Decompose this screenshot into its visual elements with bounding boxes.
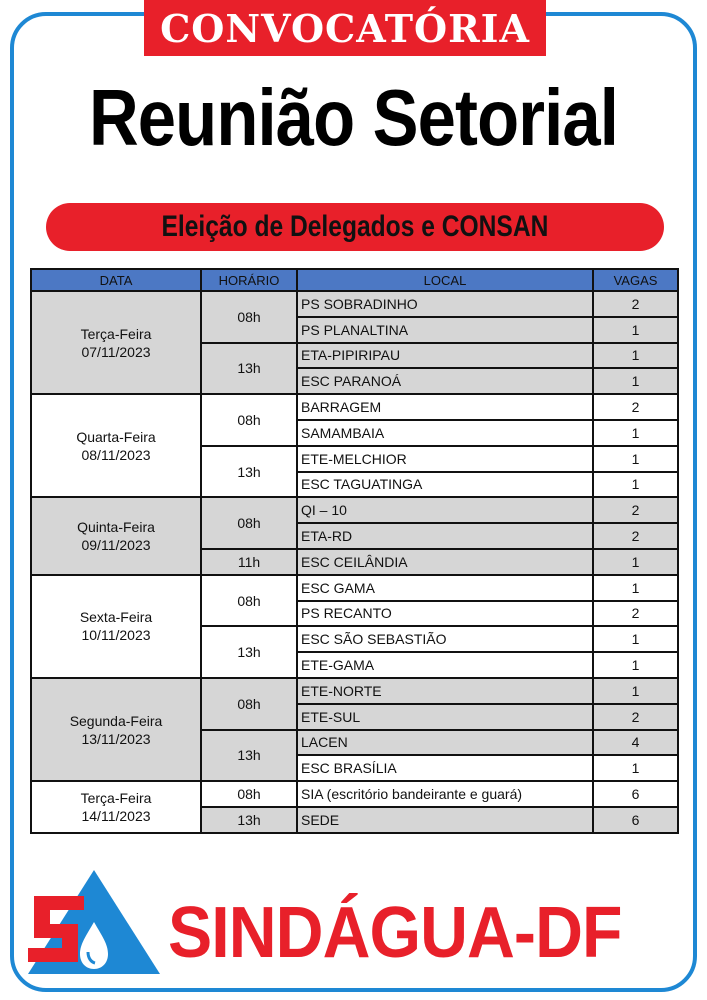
vagas-cell: 1 (593, 755, 678, 781)
table-row (31, 497, 678, 523)
day-date: 14/11/2023 (81, 807, 151, 824)
column-header-horario: HORÁRIO (201, 269, 297, 291)
local-cell: ESC TAGUATINGA (297, 472, 593, 498)
vagas-cell: 2 (593, 704, 678, 730)
vagas-cell: 1 (593, 446, 678, 472)
vagas-cell: 1 (593, 472, 678, 498)
time-cell: 08h (201, 678, 297, 730)
local-cell: ETE-NORTE (297, 678, 593, 704)
local-cell: ESC CEILÂNDIA (297, 549, 593, 575)
time-cell: 13h (201, 626, 297, 678)
day-date: 09/11/2023 (81, 537, 151, 554)
vagas-cell: 2 (593, 291, 678, 317)
table-row (31, 575, 678, 601)
vagas-cell: 1 (593, 626, 678, 652)
day-date: 13/11/2023 (81, 730, 151, 747)
day-date: 08/11/2023 (81, 446, 151, 463)
time-cell: 11h (201, 549, 297, 575)
local-cell: ESC BRASÍLIA (297, 755, 593, 781)
day-date: 07/11/2023 (81, 343, 151, 360)
local-cell: ETE-SUL (297, 704, 593, 730)
day-name: Terça-Feira (80, 789, 152, 806)
local-cell: BARRAGEM (297, 394, 593, 420)
vagas-cell: 6 (593, 807, 678, 833)
local-cell: ETE-MELCHIOR (297, 446, 593, 472)
logo-s-shape (28, 896, 84, 962)
vagas-cell: 2 (593, 523, 678, 549)
table-row (31, 678, 678, 704)
day-name: Quinta-Feira (77, 519, 155, 536)
local-cell: LACEN (297, 730, 593, 756)
time-cell: 08h (201, 497, 297, 549)
vagas-cell: 4 (593, 730, 678, 756)
vagas-cell: 1 (593, 575, 678, 601)
day-name: Segunda-Feira (69, 712, 163, 729)
time-cell: 13h (201, 807, 297, 833)
time-cell: 08h (201, 575, 297, 627)
column-header-local: LOCAL (297, 269, 593, 291)
local-cell: SAMAMBAIA (297, 420, 593, 446)
vagas-cell: 2 (593, 601, 678, 627)
local-cell: ESC SÃO SEBASTIÃO (297, 626, 593, 652)
day-cell (31, 678, 201, 781)
sindagua-logo-icon (24, 866, 164, 976)
day-cell (31, 394, 201, 497)
local-cell: QI – 10 (297, 497, 593, 523)
vagas-cell: 1 (593, 652, 678, 678)
vagas-cell: 1 (593, 343, 678, 369)
schedule-table (30, 268, 679, 834)
time-cell: 13h (201, 730, 297, 782)
subtitle-text: Eleição de Delegados e CONSAN (161, 210, 549, 243)
table-row (31, 394, 678, 420)
local-cell: PS RECANTO (297, 601, 593, 627)
day-name: Sexta-Feira (79, 609, 153, 626)
time-cell: 13h (201, 446, 297, 498)
local-cell: SEDE (297, 807, 593, 833)
vagas-cell: 1 (593, 549, 678, 575)
time-cell: 08h (201, 291, 297, 343)
vagas-cell: 1 (593, 368, 678, 394)
day-cell (31, 781, 201, 833)
table-row (31, 291, 678, 317)
local-cell: ETA-RD (297, 523, 593, 549)
time-cell: 08h (201, 781, 297, 807)
column-header-vagas: VAGAS (593, 269, 678, 291)
day-cell (31, 497, 201, 574)
brand-name: SINDÁGUA-DF (168, 893, 622, 973)
vagas-cell: 2 (593, 497, 678, 523)
local-cell: ESC PARANOÁ (297, 368, 593, 394)
local-cell: PS PLANALTINA (297, 317, 593, 343)
time-cell: 08h (201, 394, 297, 446)
day-name: Quarta-Feira (76, 428, 156, 445)
day-name: Terça-Feira (80, 325, 152, 342)
day-cell (31, 291, 201, 394)
local-cell: SIA (escritório bandeirante e guará) (297, 781, 593, 807)
day-date: 10/11/2023 (81, 627, 151, 644)
time-cell: 13h (201, 343, 297, 395)
table-row (31, 781, 678, 807)
local-cell: PS SOBRADINHO (297, 291, 593, 317)
local-cell: ETA-PIPIRIPAU (297, 343, 593, 369)
vagas-cell: 1 (593, 317, 678, 343)
vagas-cell: 6 (593, 781, 678, 807)
table-header-row (31, 269, 678, 291)
vagas-cell: 1 (593, 678, 678, 704)
column-header-data: DATA (31, 269, 201, 291)
day-cell (31, 575, 201, 678)
page-title: Reunião Setorial (88, 73, 619, 162)
subtitle-banner (46, 203, 664, 251)
vagas-cell: 1 (593, 420, 678, 446)
local-cell: ETE-GAMA (297, 652, 593, 678)
vagas-cell: 2 (593, 394, 678, 420)
convocatoria-banner: CONVOCATÓRIA (144, 0, 546, 56)
local-cell: ESC GAMA (297, 575, 593, 601)
